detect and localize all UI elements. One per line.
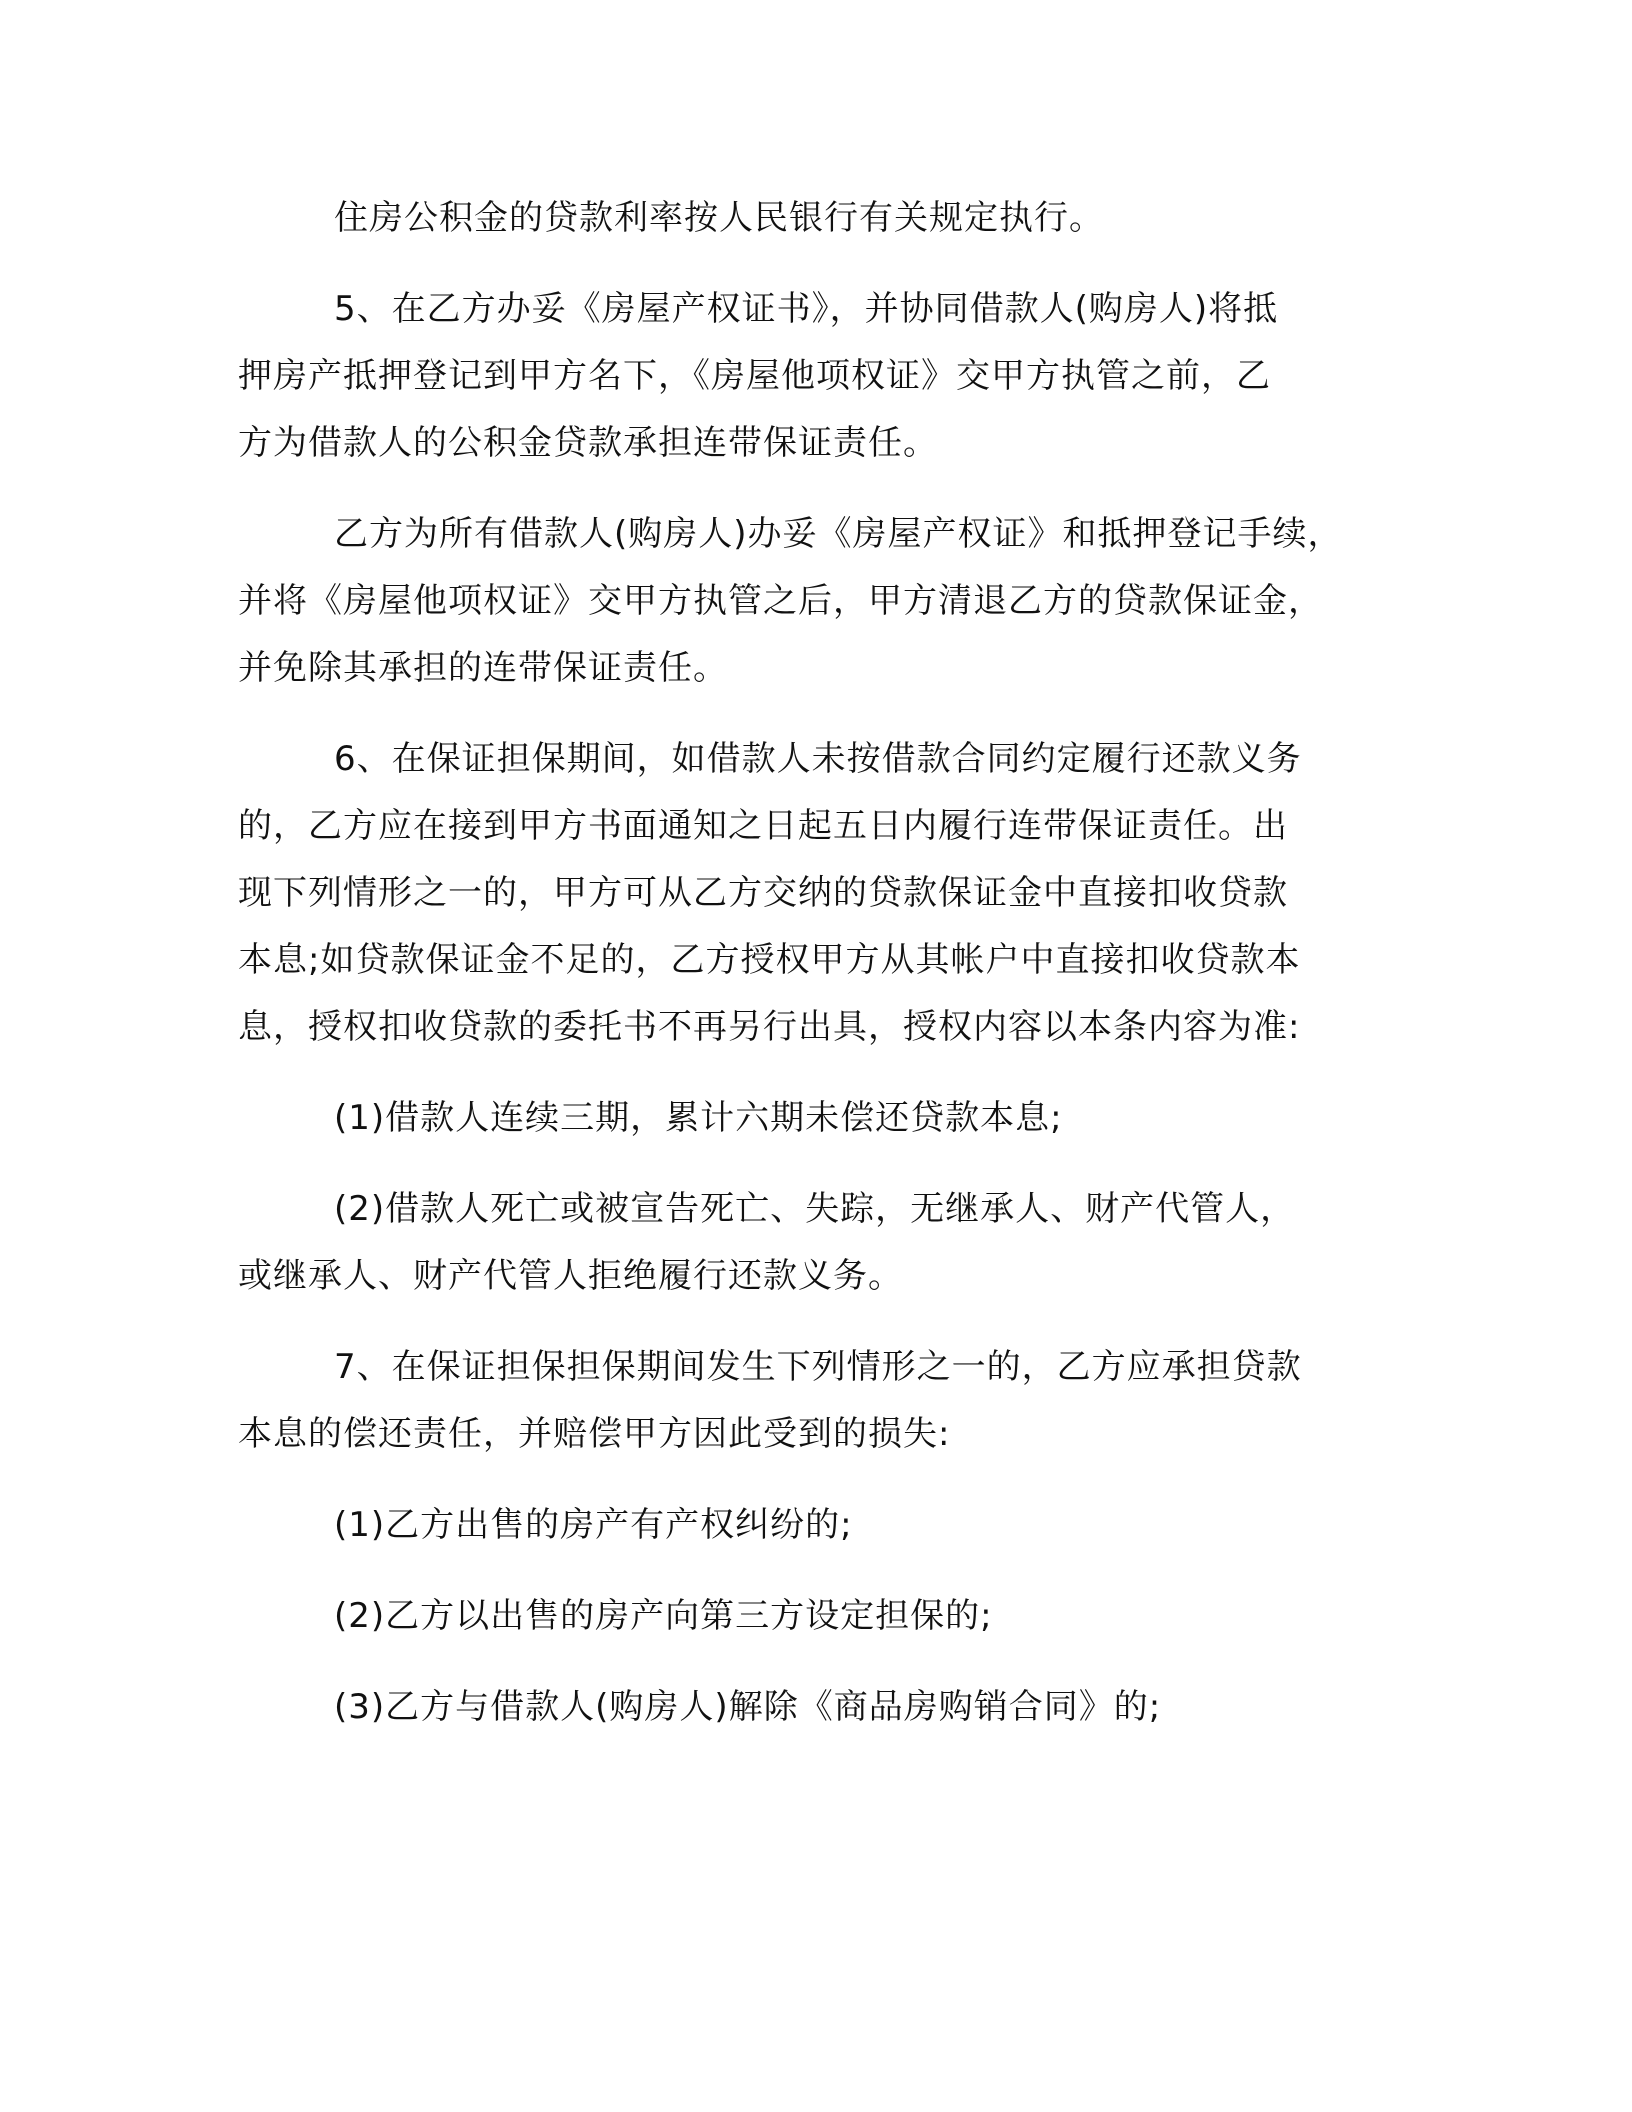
text-line: 7、在保证担保担保期间发生下列情形之一的，乙方应承担贷款 [334,1347,1302,1387]
text-line: 押房产抵押登记到甲方名下，《房屋他项权证》交甲方执管之前，乙 [238,356,1271,396]
text-line: 乙方为所有借款人(购房人)办妥《房屋产权证》和抵押登记手续， [334,514,1343,554]
text-line: 本息的偿还责任，并赔偿甲方因此受到的损失: [238,1414,951,1454]
text-line: 住房公积金的贷款利率按人民银行有关规定执行。 [334,198,1104,238]
text-line: 方为借款人的公积金贷款承担连带保证责任。 [238,423,938,463]
text-line: 现下列情形之一的，甲方可从乙方交纳的贷款保证金中直接扣收贷款 [238,873,1288,913]
text-line: (1)乙方出售的房产有产权纠纷的; [334,1505,853,1545]
text-line: 本息;如贷款保证金不足的，乙方授权甲方从其帐户中直接扣收贷款本 [238,940,1301,980]
text-line: (3)乙方与借款人(购房人)解除《商品房购销合同》的; [334,1687,1162,1727]
text-line: (1)借款人连续三期，累计六期未偿还贷款本息; [334,1098,1063,1138]
text-line: 息，授权扣收贷款的委托书不再另行出具，授权内容以本条内容为准: [238,1007,1301,1047]
text-line: 并将《房屋他项权证》交甲方执管之后，甲方清退乙方的贷款保证金， [238,581,1323,621]
text-line: (2)乙方以出售的房产向第三方设定担保的; [334,1596,993,1636]
text-line: 5、在乙方办妥《房屋产权证书》，并协同借款人(购房人)将抵 [334,289,1279,329]
text-line: 6、在保证担保期间，如借款人未按借款合同约定履行还款义务 [334,739,1302,779]
text-line: 的，乙方应在接到甲方书面通知之日起五日内履行连带保证责任。出 [238,806,1288,846]
text-line: 并免除其承担的连带保证责任。 [238,648,728,688]
text-line: 或继承人、财产代管人拒绝履行还款义务。 [238,1256,903,1296]
text-line: (2)借款人死亡或被宣告死亡、失踪，无继承人、财产代管人， [334,1189,1296,1229]
